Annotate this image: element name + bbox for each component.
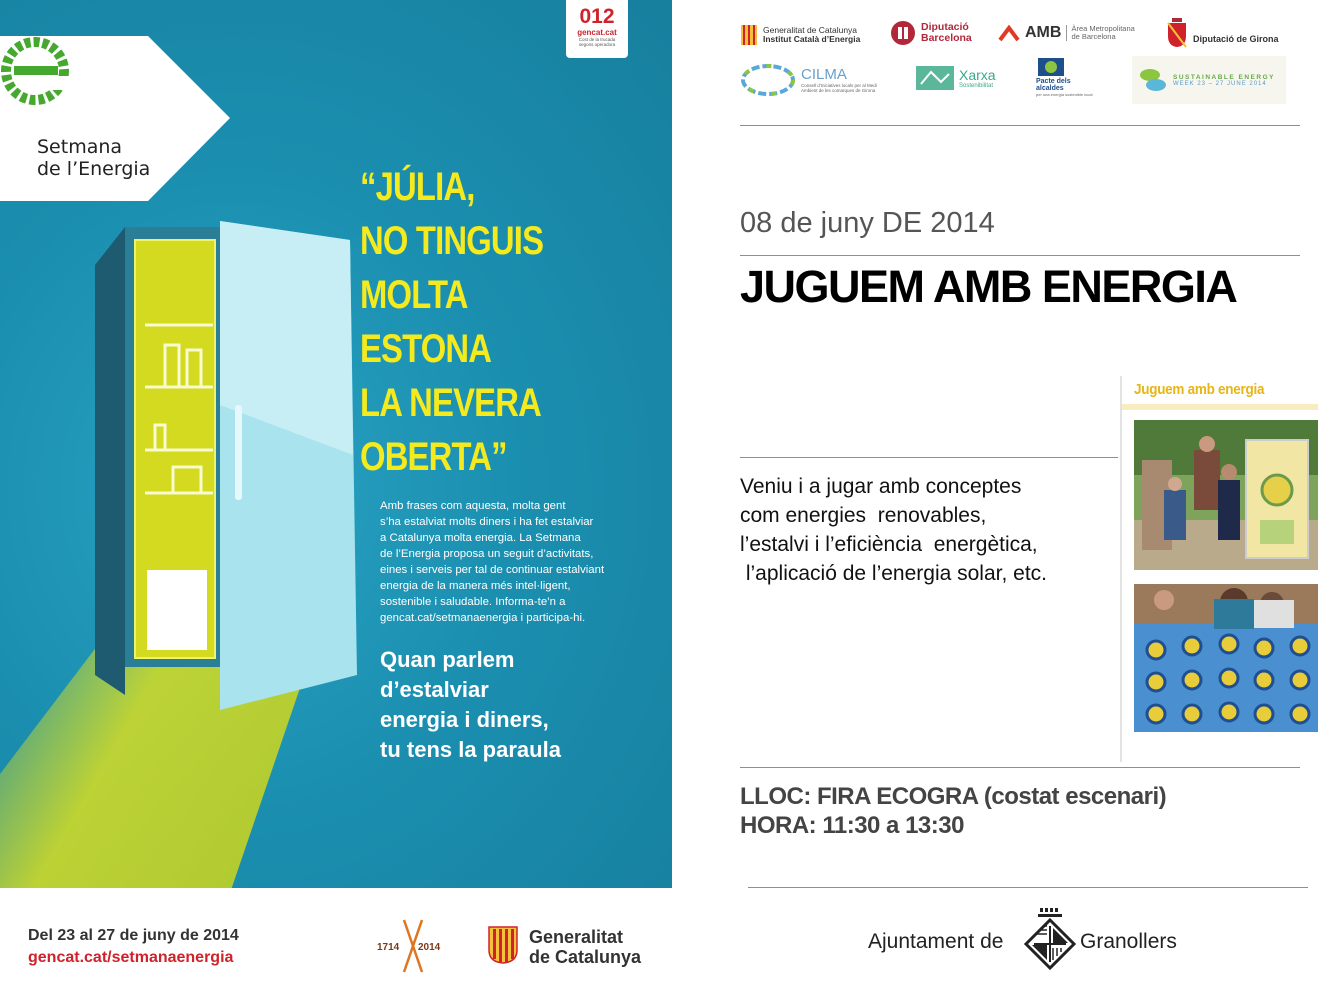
cilma-ring-icon bbox=[740, 62, 796, 98]
event-description bbox=[740, 472, 1047, 588]
year-2014: 2014 bbox=[418, 942, 441, 953]
pacte-leaf-icon bbox=[1036, 56, 1066, 78]
event-title: JUGUEM AMB ENERGIA bbox=[740, 261, 1237, 312]
diba-line-2: Barcelona bbox=[921, 32, 972, 44]
body-line: a Catalunya molta energia. La Setmana bbox=[380, 532, 581, 544]
xarxa-name: Xarxa bbox=[959, 66, 996, 83]
divider-top bbox=[740, 125, 1300, 126]
campaign-poster bbox=[0, 0, 672, 888]
tag-cost-line2: segons operadora bbox=[578, 42, 616, 47]
quote-line-4: ESTONA bbox=[360, 327, 492, 371]
body-line: energia de la manera més intel·ligent, bbox=[380, 580, 571, 592]
gencat-line-2: de Catalunya bbox=[529, 947, 642, 967]
body-line: gencat.cat/setmanaenergia i participa-hi. bbox=[380, 612, 586, 624]
year-1714: 1714 bbox=[377, 942, 400, 953]
event-date: 08 de juny DE 2014 bbox=[740, 207, 995, 239]
event-location: LLOC: FIRA ECOGRA (costat escenari) bbox=[740, 783, 1167, 810]
ajuntament-granollers-logo bbox=[868, 908, 1198, 972]
amb-line-1: Àrea Metropolitana bbox=[1071, 24, 1135, 33]
quote-line-5: LA NEVERA bbox=[360, 381, 541, 425]
ddgi-shield-icon bbox=[1166, 18, 1188, 48]
pacte-line-1: Pacte dels bbox=[1036, 78, 1071, 85]
cilma-logo bbox=[740, 62, 881, 98]
cilma-name: CILMA bbox=[801, 66, 847, 83]
photo-panel-band bbox=[1122, 404, 1318, 410]
quote-line-6: OBERTA” bbox=[360, 435, 507, 479]
diputacio-girona-logo bbox=[1166, 18, 1279, 48]
poster-quote bbox=[360, 160, 606, 484]
poster-slogan bbox=[380, 645, 660, 765]
amb-chevron-icon bbox=[998, 24, 1020, 42]
diba-line-1: Diputació bbox=[921, 21, 969, 33]
icaen-line-2: Institut Català d’Energia bbox=[763, 34, 861, 44]
slogan-line: d’estalviar bbox=[380, 677, 489, 702]
ddgi-name: Diputació de Girona bbox=[1193, 34, 1279, 44]
body-line: Amb frases com aquesta, molta gent bbox=[380, 500, 566, 512]
setmana-energia-logo bbox=[0, 36, 230, 201]
logo-line-2: de l’Energia bbox=[37, 158, 151, 180]
amb-name: AMB bbox=[1025, 24, 1062, 41]
body-line: eines i serveis per tal de continuar estalviant bbox=[380, 564, 605, 576]
photo-children-playing-floor-game bbox=[1134, 584, 1318, 732]
tricentenary-1714-2014-logo bbox=[376, 918, 454, 974]
granollers-text: Granollers bbox=[1080, 930, 1177, 953]
amb-line-2: de Barcelona bbox=[1071, 32, 1116, 41]
divider-bottom bbox=[748, 887, 1308, 888]
slogan-line: Quan parlem bbox=[380, 647, 515, 672]
sew-line-2: WEEK 23 – 27 JUNE 2014 bbox=[1173, 80, 1267, 87]
divider-venue bbox=[740, 767, 1300, 768]
xarxa-sub: Sostenibilitat bbox=[959, 82, 994, 89]
sponsor-logos bbox=[740, 14, 1300, 106]
sew-line-1: SUSTAINABLE ENERGY bbox=[1173, 73, 1275, 81]
generalitat-wordmark bbox=[529, 927, 641, 967]
xarxa-sostenibilitat-logo bbox=[916, 66, 996, 90]
ajuntament-text: Ajuntament de bbox=[868, 930, 1004, 953]
body-line: s’ha estalviat molts diners i ha fet estalviar bbox=[380, 516, 594, 528]
body-line: de l’Energia proposa un seguit d’activitats, bbox=[380, 548, 594, 560]
logo-line-1: Setmana bbox=[37, 136, 123, 158]
phone-012-tag bbox=[566, 0, 628, 58]
body-line: sostenible i saludable. Informa-te’n a bbox=[380, 596, 566, 608]
quote-line-1: “JÚLIA, bbox=[360, 165, 475, 209]
pacte-sub: per una energia sostenible local bbox=[1036, 92, 1093, 97]
quote-line-3: MOLTA bbox=[360, 273, 468, 317]
description-line: l’aplicació de l’energia solar, etc. bbox=[740, 562, 1048, 585]
pacte-alcaldes-logo bbox=[1036, 56, 1106, 97]
divider-description bbox=[740, 457, 1118, 458]
amb-logo bbox=[998, 24, 1135, 42]
granollers-coat-of-arms-icon bbox=[1024, 908, 1076, 972]
generalitat-shield-icon bbox=[488, 926, 518, 964]
logo-text bbox=[37, 136, 150, 180]
diputacio-barcelona-logo bbox=[890, 20, 972, 46]
diba-seal-icon bbox=[890, 20, 916, 46]
activity-photo-panel bbox=[1120, 376, 1316, 762]
photo-children-at-energy-station bbox=[1134, 420, 1318, 570]
campaign-url[interactable]: gencat.cat/setmanaenergia bbox=[28, 949, 234, 966]
quote-line-2: NO TINGUIS bbox=[360, 219, 544, 263]
slogan-line: energia i diners, bbox=[380, 707, 549, 732]
open-fridge-illustration bbox=[95, 205, 365, 710]
description-line: l’estalvi i l’eficiència energètica, bbox=[740, 533, 1038, 556]
tag-cost-line1: Cost de la trucada bbox=[578, 37, 616, 42]
sustainable-energy-week-logo bbox=[1132, 56, 1286, 104]
description-line: Veniu i a jugar amb conceptes bbox=[740, 475, 1022, 498]
divider-date bbox=[740, 255, 1300, 256]
photo-panel-title: Juguem amb energia bbox=[1134, 381, 1265, 398]
sew-leaf-icon bbox=[1138, 63, 1168, 97]
gencat-line-1: Generalitat bbox=[529, 927, 624, 947]
event-time: HORA: 11:30 a 13:30 bbox=[740, 812, 964, 839]
icaen-shield-icon bbox=[740, 24, 758, 46]
slogan-line: tu tens la paraula bbox=[380, 737, 561, 762]
tag-012-number: 012 bbox=[579, 5, 615, 28]
xarxa-bird-icon bbox=[916, 66, 954, 90]
icaen-line-1: Generalitat de Catalunya bbox=[763, 25, 858, 35]
event-venue-info bbox=[740, 782, 1166, 840]
poster-body-text bbox=[380, 498, 640, 626]
description-line: com energies renovables, bbox=[740, 504, 987, 527]
energia-e-icon bbox=[0, 36, 70, 106]
campaign-dates: Del 23 al 27 de juny de 2014 bbox=[28, 927, 239, 944]
cilma-sub: Consell d’Iniciatives locals per al Medi Ambient de les comarques de Girona bbox=[801, 83, 877, 93]
tag-gencat: gencat.cat bbox=[577, 28, 617, 37]
icaen-logo bbox=[740, 24, 860, 46]
pacte-line-2: alcaldes bbox=[1036, 85, 1064, 92]
